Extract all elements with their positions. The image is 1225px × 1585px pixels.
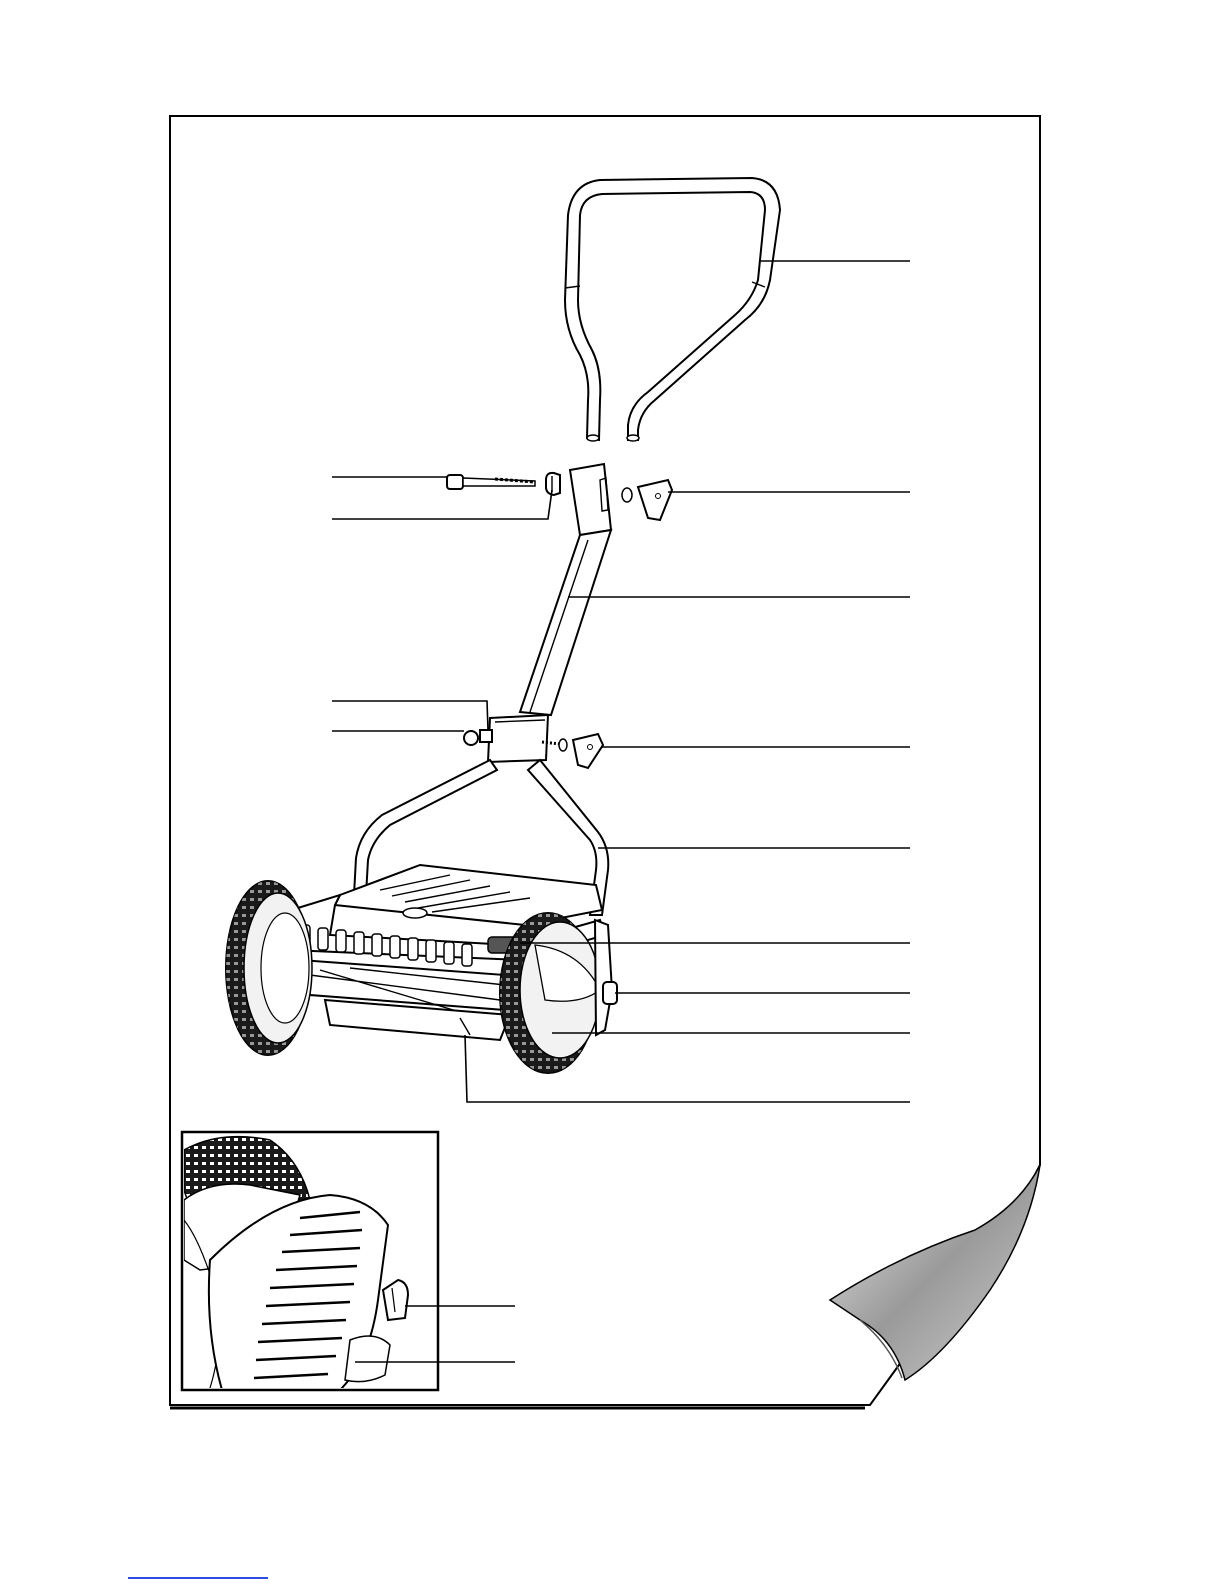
lower-bolt (480, 730, 492, 742)
page-link-underline[interactable] (128, 1577, 268, 1579)
left-wheel (226, 881, 312, 1055)
lower-nut (464, 731, 478, 745)
lower-clamp (488, 715, 548, 762)
handle-bushing (546, 473, 560, 495)
